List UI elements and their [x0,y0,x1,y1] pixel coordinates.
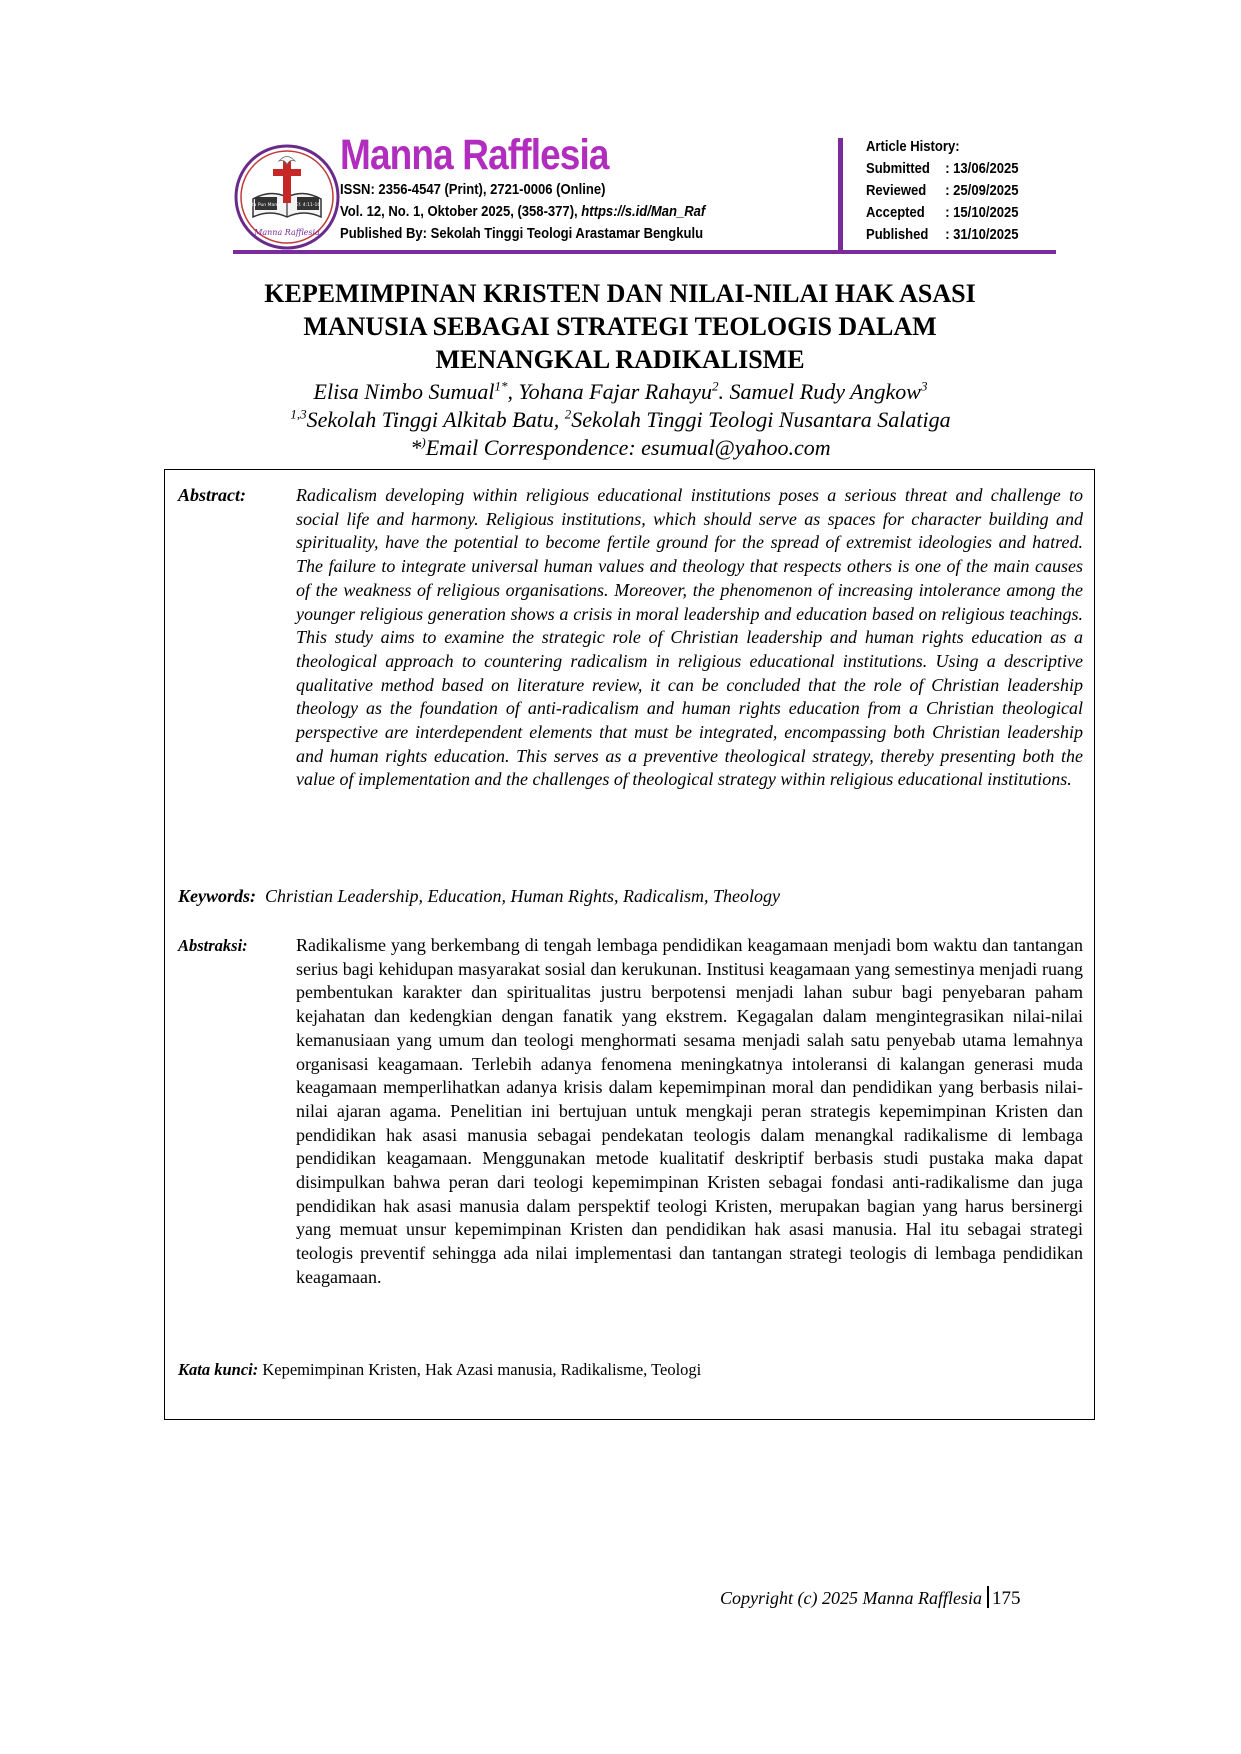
journal-link[interactable]: https://s.id/Man_Raf [581,204,706,220]
article-history [866,137,1018,246]
history-row-submitted: Submitted : 13/06/2025 [866,161,1019,177]
copyright: Copyright (c) 2025 Manna Rafflesia [720,1588,982,1608]
keywords [178,885,780,909]
keywords-label: Keywords: [178,886,256,906]
kata-kunci [178,1359,701,1381]
publisher: Published By: Sekolah Tinggi Teologi Arastamar Bengkulu [340,226,704,242]
author-name: Elisa Nimbo Sumual [313,379,495,404]
issn: ISSN: 2356-4547 (Print), 2721-0006 (Online) [340,182,606,198]
correspondence-email: *)Email Correspondence: esumual@yahoo.com [410,434,831,460]
abstract-text: Radicalism developing within religious educational institutions poses a serious threat and challenge to social life and harmony. Religious institutions, which should serve as spaces for character building and spirituality, have the potential to become fertile ground for the spread of extremist ideologies and hatred. The failure to integrate universal human values and theology that respects others is one of the main causes of the weakness of religious organisations. Moreover, the phenomenon of increasing intolerance among the younger religious generation shows a crisis in moral leadership and education based on religious teachings. This study aims to examine the strategic role of Christian leadership and human rights education as a theological approach to countering radicalism in religious educational institutions. Using a descriptive qualitative method based on literature review, it can be concluded that the role of Christian leadership theology as the foundation of anti-radicalism and human rights education from a Christian theological perspective are interdependent elements that must be integrated, encompassing both Christian leadership and human rights education. This serves as a preventive theological strategy, thereby presenting both the value of implementation and the challenges of theological strategy within religious educational institutions. [296,485,1083,790]
article-history-title: Article History: [866,139,960,155]
affiliations: $^{1,3}$Sekolah Tinggi Alkitab Batu, $^2$Sekolah Tinggi Teologi Nusantara Salatiga [290,406,951,432]
affiliation: Sekolah Tinggi Teologi Nusantara Salatiga [571,407,951,432]
author-name: Samuel Rudy Angkow [729,379,921,404]
journal-name: Manna Rafflesia [340,131,609,179]
history-row-accepted: Accepted : 15/10/2025 [866,205,1019,221]
title-line: MANUSIA SEBAGAI STRATEGI TEOLOGIS DALAM [303,312,937,341]
header-divider [838,138,843,250]
abstract-label: Abstract: [178,485,247,505]
svg-text:Manna Rafflesia: Manna Rafflesia [254,228,320,237]
abstraksi-text: Radikalisme yang berkembang di tengah lembaga pendidikan keagamaan menjadi bom waktu dan tantangan serius bagi kehidupan masyarakat sosial dan kerukunan. Institusi keagamaan yang semestinya menjadi ruang pembentukan karakter dan spiritualitas justru berpotensi menjadi lahan subur bagi penyebaran paham kejahatan dan kedengkian dengan fanatik yang ekstrem. Kegagalan dalam mengintegrasikan nilai-nilai kemanusiaan yang umum dan teologi menghormati sesama menjadi salah satu penyebab utama lemahnya organisasi keagamaan. Terlebih adanya fenomena meningkatnya intoleransi di kalangan generasi muda keagamaan memperlihatkan adanya krisis dalam kepemimpinan moral dan pendidikan yang berbasis nilai-nilai ajaran agama. Penelitian ini bertujuan untuk mengkaji peran strategis kepemimpinan Kristen dan pendidikan hak asasi manusia sebagai pendekatan teologis dalam menangkal radikalisme di lembaga pendidikan keagamaan. Menggunakan metode kualitatif deskriptif berbasis studi pustaka maka dapat disimpulkan bahwa peran dari teologi kepemimpinan Kristen sebagai fondasi anti-radikalisme dan juga pendidikan hak asasi manusia dalam perspektif teologi Kristen, merupakan bagian yang harus bersinergi yang memuat unsur kepemimpinan Kristen dan pendidikan hak asasi manusia. Hal itu sebagai strategi teologis preventif sehingga ada nilai implementasi dan tantangan strategi teologis di lembaga pendidikan keagamaan. [296,935,1083,1287]
affiliation: Sekolah Tinggi Alkitab Batu, [306,407,565,432]
history-row-reviewed: Reviewed : 25/09/2025 [866,183,1019,199]
author-name: Yohana Fajar Rahayu [518,379,712,404]
svg-text:Kita Pun Mampu: Kita Pun Mampu [247,203,285,208]
kata-kunci-label: Kata kunci: [178,1360,259,1379]
history-row-published: Published : 31/10/2025 [866,227,1019,243]
page-footer [720,1586,1020,1611]
svg-text:Ef. 4:11-16: Ef. 4:11-16 [295,203,321,208]
email-text[interactable]: Email Correspondence: esumual@yahoo.com [425,435,831,460]
authors: Elisa Nimbo Sumual$^{1*}$, Yohana Fajar Rahayu$^2$. Samuel Rudy Angkow$^3$ [313,378,928,404]
volume-info [340,203,705,221]
article-title [180,277,1060,376]
volume-text: Vol. 12, No. 1, Oktober 2025, (358-377), [340,204,582,220]
footer-separator [987,1586,989,1608]
journal-logo [233,143,341,251]
kata-kunci-text: Kepemimpinan Kristen, Hak Azasi manusia, Radikalisme, Teologi [262,1360,702,1379]
keywords-text: Christian Leadership, Education, Human Rights, Radicalism, Theology [265,886,780,906]
title-line: KEPEMIMPINAN KRISTEN DAN NILAI-NILAI HAK ASASI [264,279,976,308]
header-rule [233,250,1056,254]
page-number: 175 [991,1588,1021,1609]
abstraksi-label: Abstraksi: [178,936,248,955]
title-line: MENANGKAL RADIKALISME [435,345,805,374]
